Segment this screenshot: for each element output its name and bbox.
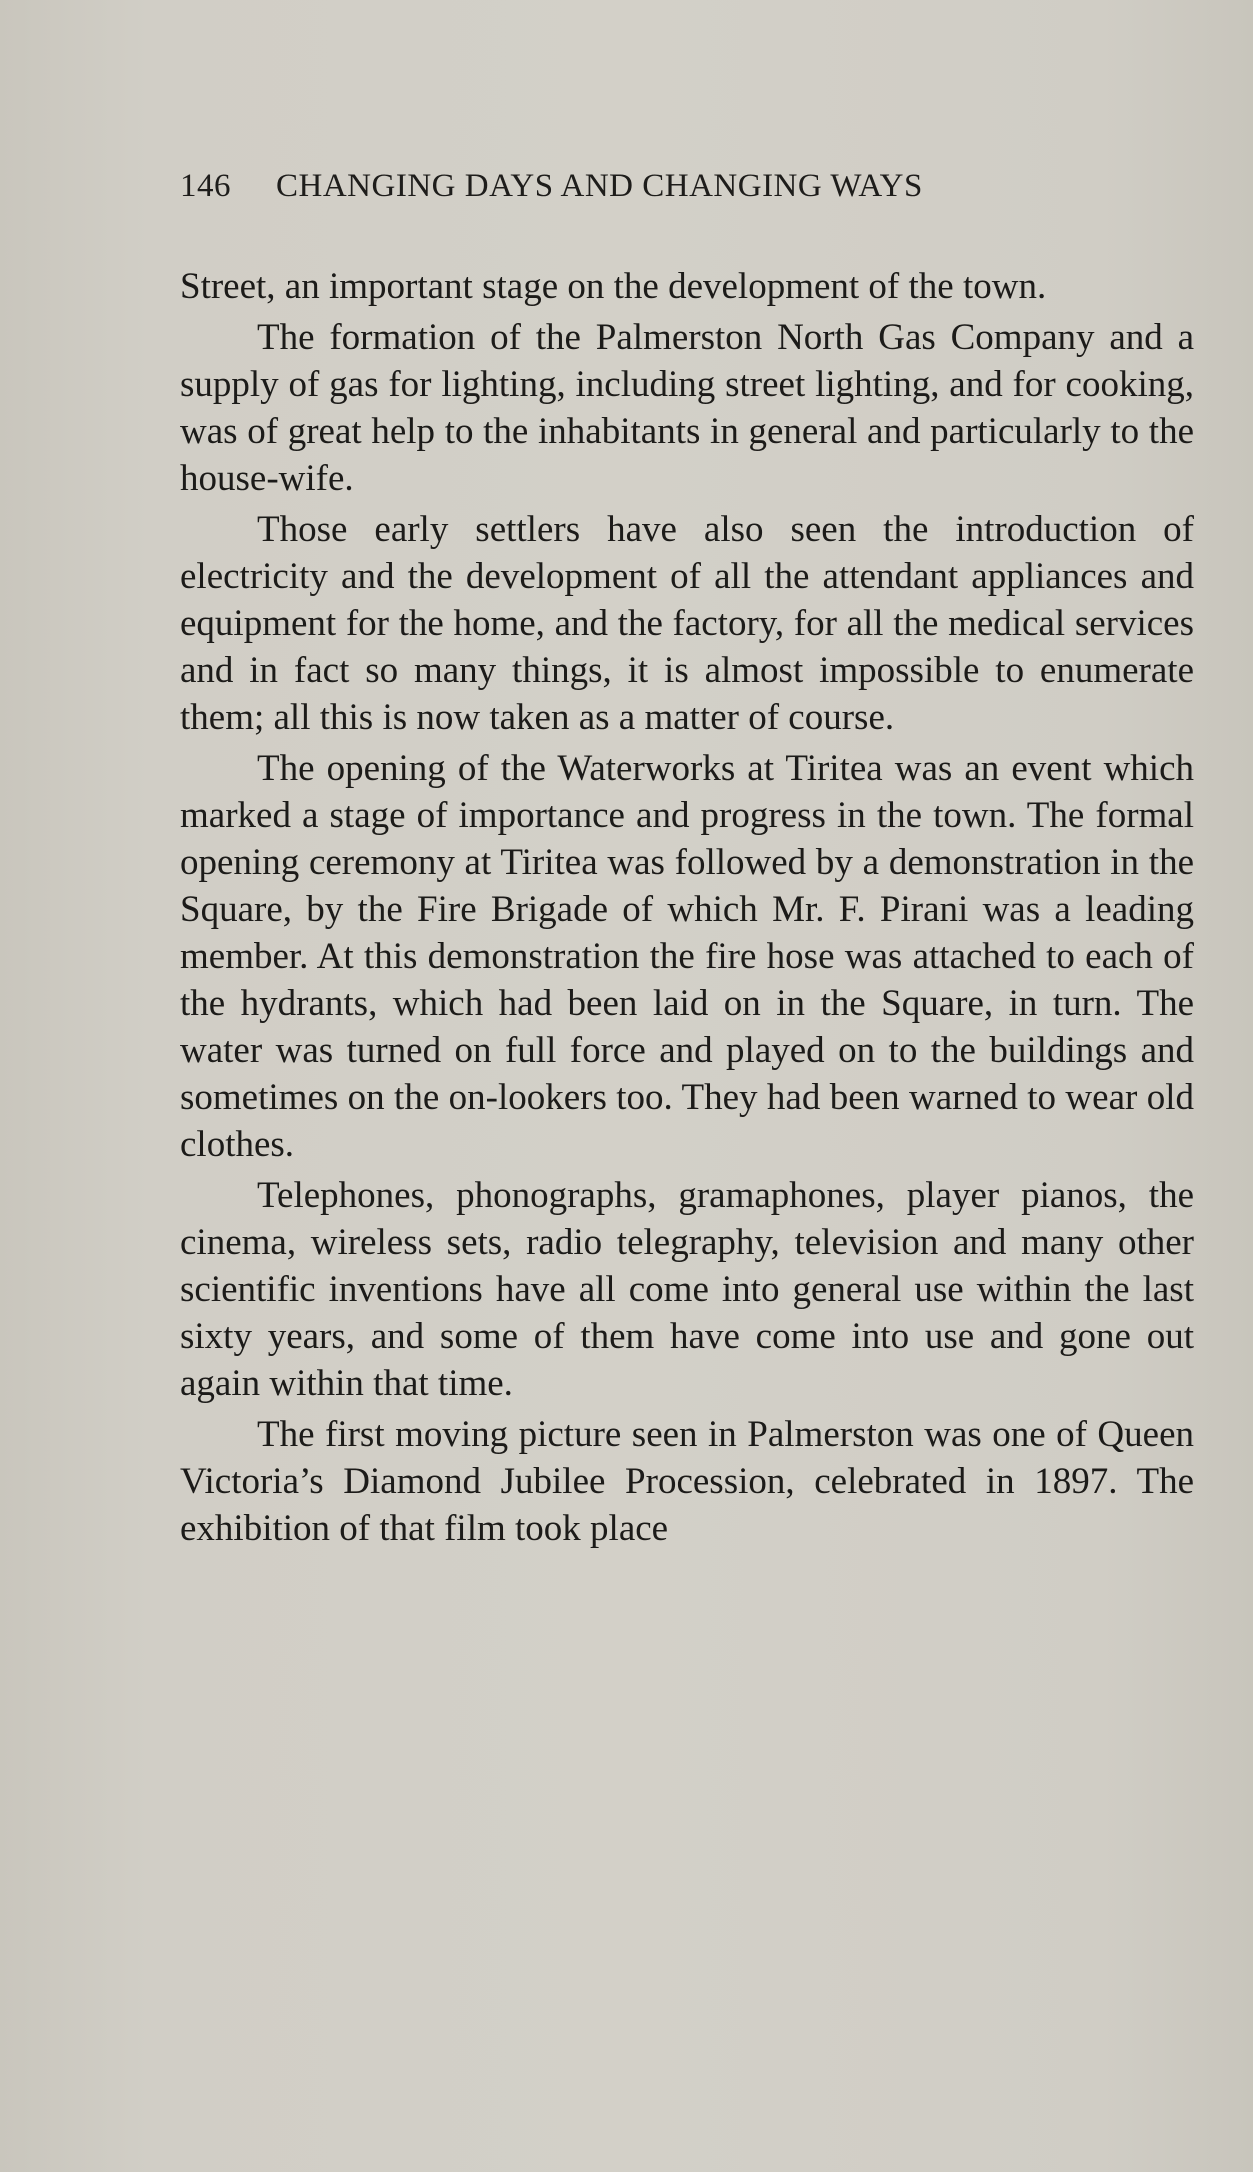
running-head: CHANGING DAYS AND CHANGING WAYS [276, 168, 923, 204]
paragraph-gas-company: The formation of the Palmerston North Gas Company and a supply of gas for lighting, including street lighting, and for cooking, was of great help to the inhabitants in general and particularly to the house-wife. [180, 317, 1194, 499]
paragraph-moving-picture: The first moving picture seen in Palmerston was one of Queen Victoria’s Diamond Jubilee Procession, celebrated in 1897. The exhibition of that film took place [180, 1414, 1194, 1549]
paragraph-continuation: Street, an important stage on the development of the town. [180, 266, 1047, 307]
paragraph-electricity: Those early settlers have also seen the introduction of electricity and the development of all the attendant appliances and equipment for the home, and the factory, for all the medical services and in fact so many things, it is almost impossible to enumerate them; all this is now taken as a matter of course. [180, 509, 1194, 738]
paragraph-inventions: Telephones, phonographs, gramaphones, player pianos, the cinema, wireless sets, radio telegraphy, television and many other scientific inventions have all come into general use within the last sixty years, and some of them have come into use and gone out again within that time. [180, 1175, 1194, 1404]
body-text [180, 263, 1194, 1556]
page-header [180, 168, 1070, 205]
paragraph-waterworks: The opening of the Waterworks at Tiritea was an event which marked a stage of importance and progress in the town. The formal opening ceremony at Tiritea was followed by a demonstration in the Square, by the Fire Brigade of which Mr. F. Pirani was a leading member. At this demonstration the fire hose was attached to each of the hydrants, which had been laid on in the Square, in turn. The water was turned on full force and played on to the buildings and sometimes on the on-lookers too. They had been warned to wear old clothes. [180, 748, 1194, 1165]
page-number: 146 [180, 168, 231, 204]
